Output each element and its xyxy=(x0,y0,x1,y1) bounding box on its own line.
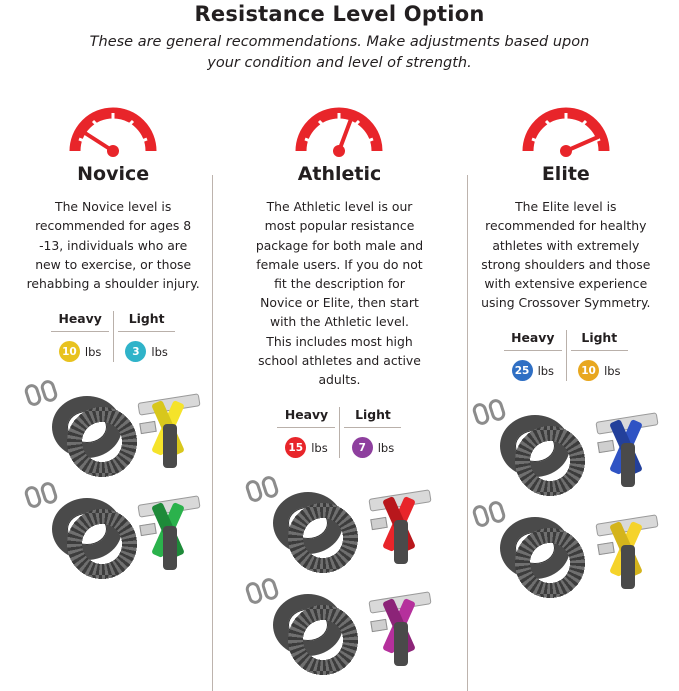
handle-grip xyxy=(163,424,177,468)
level-description-athletic: The Athletic level is our most popular resistance package for both male and female users. If you do not fit the description for Novice or Elite, then start with the Athletic level. This includes most high school athletes and active adults. xyxy=(255,199,424,388)
weight-unit-heavy: lbs xyxy=(537,363,555,378)
band-coil xyxy=(52,396,122,458)
weight-dot-light: 3 xyxy=(125,341,146,362)
product-images-athletic xyxy=(234,474,444,672)
level-name-novice: Novice xyxy=(77,163,150,186)
page-title: Resistance Level Option xyxy=(194,2,485,26)
product-images-elite xyxy=(461,397,671,595)
carabiner-icon xyxy=(260,475,280,500)
handle-tag xyxy=(371,619,389,632)
weight-value-heavy xyxy=(500,351,566,381)
handle-tag xyxy=(139,421,157,434)
weight-dot-heavy: 15 xyxy=(285,437,306,458)
level-column-elite xyxy=(453,83,679,683)
product-images-novice xyxy=(8,378,218,576)
carabiner-icon xyxy=(39,481,59,506)
weights-table-athletic xyxy=(234,407,444,458)
band-coil xyxy=(52,498,122,560)
weight-header-heavy: Heavy xyxy=(284,407,329,423)
level-column-athletic xyxy=(226,83,452,683)
level-description-novice: The Novice level is recommended for ages 8 -13, individuals who are new to exercise, or those rehabbing a shoulder injury. xyxy=(26,199,200,292)
weight-header-light: Light xyxy=(128,311,165,327)
weight-dot-heavy: 10 xyxy=(59,341,80,362)
band-coil xyxy=(500,415,570,477)
blue-resistance-band xyxy=(466,397,666,493)
band-handle xyxy=(363,590,437,654)
handle-grip xyxy=(394,520,408,564)
weight-cell-heavy-athletic xyxy=(273,407,339,458)
handle-grip xyxy=(163,526,177,570)
gauge-icon-high xyxy=(461,95,671,157)
handle-tag xyxy=(597,542,615,555)
carabiner-icon xyxy=(260,577,280,602)
handle-grip xyxy=(621,545,635,589)
weight-value-heavy xyxy=(47,332,113,362)
weight-unit-light: lbs xyxy=(604,363,621,378)
yellow-resistance-band xyxy=(18,378,208,474)
weight-value-heavy xyxy=(273,428,339,458)
level-name-athletic: Athletic xyxy=(297,163,382,186)
band-coil xyxy=(273,492,343,554)
carabiner-icon xyxy=(487,500,507,525)
band-handle xyxy=(132,392,206,456)
weight-dot-light: 10 xyxy=(578,360,599,381)
level-columns xyxy=(0,83,679,683)
handle-grip xyxy=(621,443,635,487)
level-description-elite: The Elite level is recommended for healthy athletes with extremely strong shoulders and those with extensive experience using Crossover Symmetry. xyxy=(481,199,651,311)
band-handle xyxy=(590,411,664,475)
weight-unit-light: lbs xyxy=(377,440,395,455)
band-handle xyxy=(363,488,437,552)
weight-header-light: Light xyxy=(355,407,391,423)
weight-dot-heavy: 25 xyxy=(512,360,533,381)
handle-tag xyxy=(597,440,615,453)
level-column-novice xyxy=(0,83,226,683)
weight-cell-light-elite xyxy=(566,330,632,381)
weight-value-light xyxy=(114,332,179,362)
handle-tag xyxy=(139,523,157,536)
weight-cell-heavy-elite xyxy=(500,330,566,381)
green-resistance-band xyxy=(18,480,208,576)
weight-cell-heavy-novice xyxy=(47,311,113,362)
purple-resistance-band xyxy=(239,576,439,672)
band-coil xyxy=(500,517,570,579)
band-coil xyxy=(273,594,343,656)
weight-unit-heavy: lbs xyxy=(311,440,328,455)
weight-dot-light: 7 xyxy=(352,437,373,458)
resistance-level-page xyxy=(0,2,679,691)
weight-value-light xyxy=(340,428,405,458)
yellow-resistance-band xyxy=(466,499,666,595)
page-subtitle: These are general recommendations. Make adjustments based upon your condition and level of strength. xyxy=(89,34,590,71)
handle-tag xyxy=(371,517,389,530)
red-resistance-band xyxy=(239,474,439,570)
weight-cell-light-novice xyxy=(113,311,179,362)
weight-header-light: Light xyxy=(581,330,618,346)
weight-value-light xyxy=(567,351,632,381)
band-handle xyxy=(132,494,206,558)
weight-header-heavy: Heavy xyxy=(58,311,102,327)
handle-grip xyxy=(394,622,408,666)
carabiner-icon xyxy=(39,379,59,404)
weight-header-heavy: Heavy xyxy=(511,330,555,346)
carabiner-icon xyxy=(487,398,507,423)
weights-table-novice xyxy=(8,311,218,362)
band-handle xyxy=(590,513,664,577)
gauge-icon-mid xyxy=(234,95,444,157)
weight-cell-light-athletic xyxy=(339,407,405,458)
gauge-icon-low xyxy=(8,95,218,157)
weights-table-elite xyxy=(461,330,671,381)
weight-unit-light: lbs xyxy=(151,344,168,359)
weight-unit-heavy: lbs xyxy=(84,344,102,359)
level-name-elite: Elite xyxy=(541,163,590,186)
